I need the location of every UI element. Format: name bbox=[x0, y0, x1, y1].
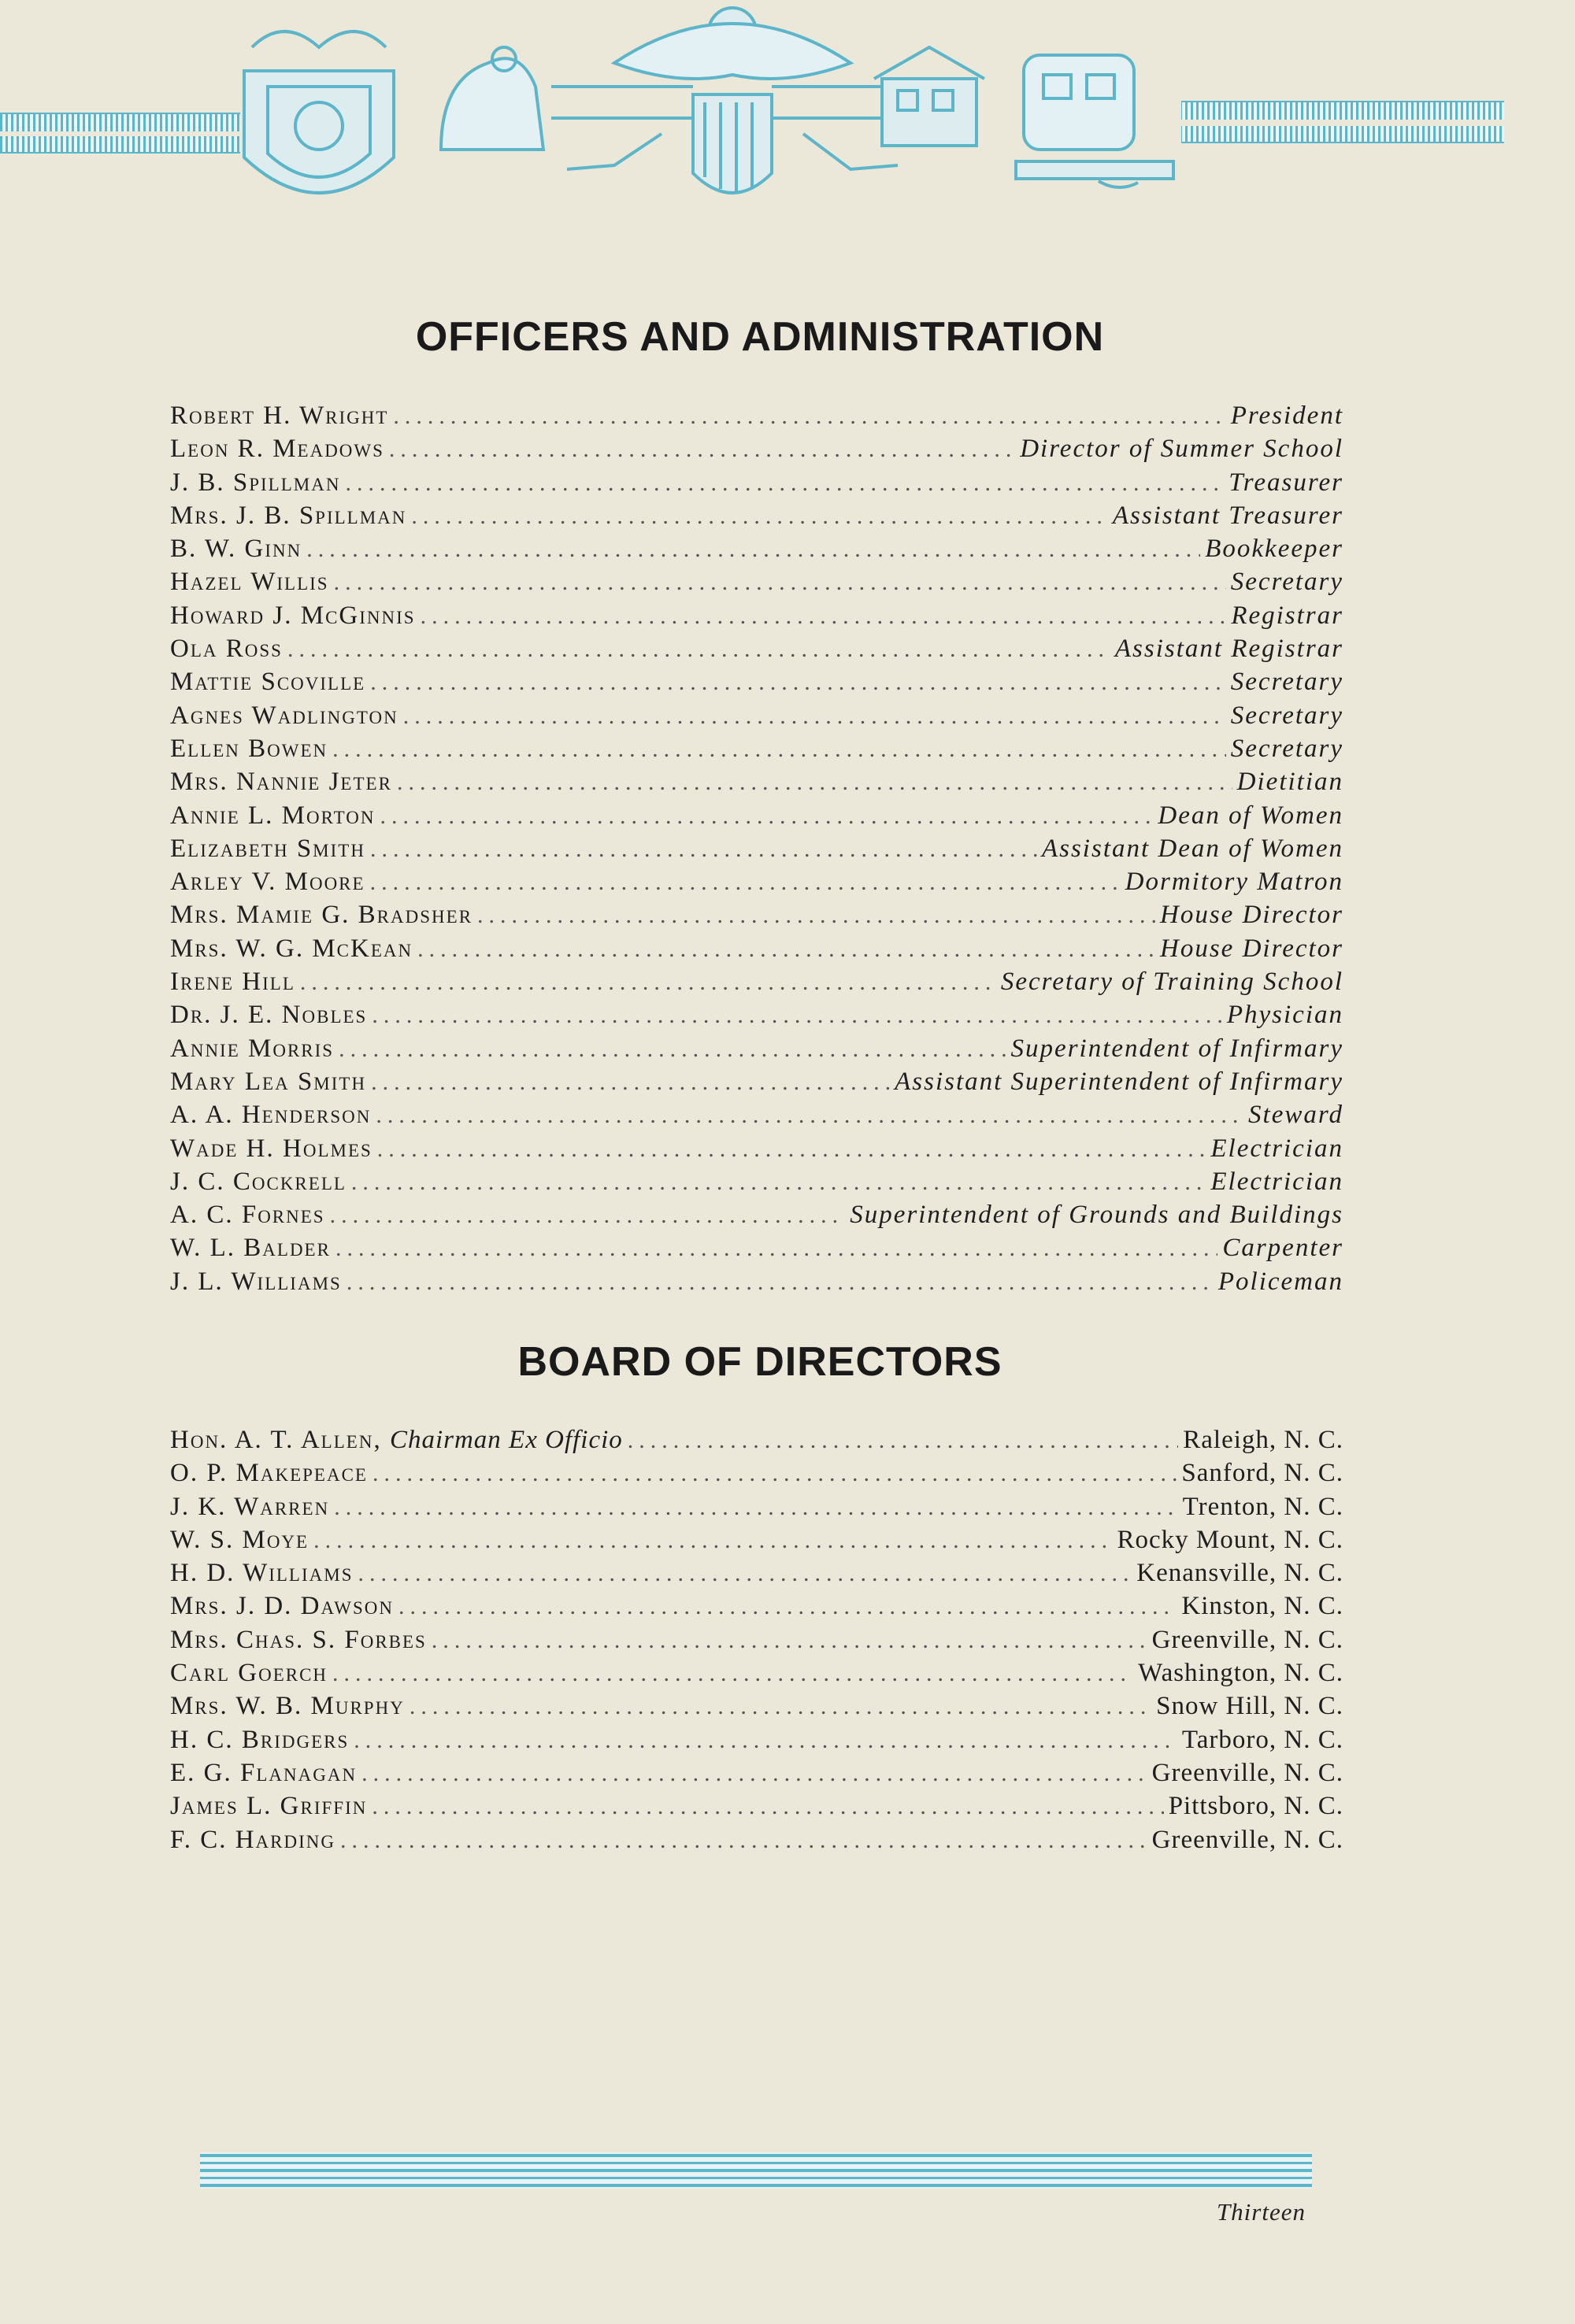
person-name: Ellen Bowen bbox=[170, 734, 328, 763]
person-location: Greenville, N. C. bbox=[1151, 1825, 1343, 1854]
officers-heading: OFFICERS AND ADMINISTRATION bbox=[415, 314, 1105, 360]
officers-list bbox=[170, 402, 1343, 1301]
person-name: Irene Hill bbox=[170, 968, 295, 997]
building-emblem-icon bbox=[874, 47, 1173, 187]
dot-leader bbox=[432, 1627, 1147, 1654]
decorative-footer-rule bbox=[200, 2152, 1312, 2189]
list-item bbox=[170, 801, 1343, 834]
list-item bbox=[170, 501, 1343, 535]
person-name: J. C. Cockrell bbox=[170, 1167, 346, 1196]
person-title: Superintendent of Infirmary bbox=[1010, 1034, 1343, 1063]
page-number: Thirteen bbox=[1216, 2198, 1306, 2226]
person-name: Mrs. J. B. Spillman bbox=[170, 501, 407, 530]
person-name: J. B. Spillman bbox=[170, 468, 341, 497]
right-stripe-band bbox=[1181, 101, 1504, 143]
dot-leader bbox=[380, 803, 1153, 830]
person-title: Assistant Treasurer bbox=[1112, 501, 1343, 530]
list-item bbox=[170, 934, 1343, 968]
person-location: Snow Hill, N. C. bbox=[1156, 1692, 1343, 1721]
list-item bbox=[170, 1034, 1343, 1068]
person-name: Mrs. Mamie G. Bradsher bbox=[170, 901, 473, 930]
list-item bbox=[170, 1001, 1343, 1034]
list-item bbox=[170, 1592, 1343, 1625]
person-title: Treasurer bbox=[1228, 468, 1343, 497]
list-item bbox=[170, 435, 1343, 468]
person-title: Dormitory Matron bbox=[1125, 868, 1343, 897]
dot-leader bbox=[330, 1202, 846, 1229]
list-item bbox=[170, 468, 1343, 501]
list-item bbox=[170, 1692, 1343, 1725]
dot-leader bbox=[421, 603, 1227, 630]
list-item bbox=[170, 402, 1343, 435]
figure-emblem-icon bbox=[441, 47, 543, 150]
dot-leader bbox=[339, 1036, 1006, 1063]
list-item bbox=[170, 568, 1343, 601]
person-name: Mrs. J. D. Dawson bbox=[170, 1592, 394, 1621]
dot-leader bbox=[376, 1102, 1243, 1129]
person-location: Washington, N. C. bbox=[1138, 1659, 1343, 1688]
list-item bbox=[170, 701, 1343, 735]
dot-leader bbox=[306, 536, 1200, 563]
person-title: Policeman bbox=[1217, 1267, 1343, 1296]
person-title: Secretary of Training School bbox=[1000, 968, 1343, 997]
list-item bbox=[170, 1792, 1343, 1825]
dot-leader bbox=[372, 1002, 1222, 1029]
person-name: F. C. Harding bbox=[170, 1825, 335, 1854]
dot-leader bbox=[346, 1269, 1214, 1296]
person-name: O. P. Makepeace bbox=[170, 1459, 368, 1488]
person-name: Carl Goerch bbox=[170, 1659, 328, 1688]
list-item bbox=[170, 1234, 1343, 1267]
person-name: Mattie Scoville bbox=[170, 668, 366, 697]
list-item bbox=[170, 635, 1343, 668]
dot-leader bbox=[345, 470, 1224, 497]
board-list bbox=[170, 1426, 1343, 1859]
list-item bbox=[170, 1267, 1343, 1301]
person-title: Secretary bbox=[1230, 668, 1343, 697]
person-name: J. K. Warren bbox=[170, 1492, 330, 1521]
dot-leader bbox=[393, 403, 1225, 430]
dot-leader bbox=[371, 1069, 890, 1096]
person-title: Superintendent of Grounds and Buildings bbox=[850, 1201, 1343, 1230]
person-location: Greenville, N. C. bbox=[1151, 1625, 1343, 1654]
person-name: H. D. Williams bbox=[170, 1559, 354, 1588]
dot-leader bbox=[358, 1560, 1132, 1587]
dot-leader bbox=[332, 736, 1226, 763]
list-item bbox=[170, 968, 1343, 1001]
person-name: B. W. Ginn bbox=[170, 535, 302, 564]
person-title: Registrar bbox=[1231, 601, 1343, 630]
person-title: Physician bbox=[1226, 1001, 1343, 1030]
person-location: Kenansville, N. C. bbox=[1136, 1559, 1343, 1588]
person-name: Mrs. W. B. Murphy bbox=[170, 1692, 405, 1721]
dot-leader bbox=[403, 703, 1226, 730]
dot-leader bbox=[340, 1827, 1147, 1854]
person-title: Assistant Superintendent of Infirmary bbox=[895, 1067, 1343, 1096]
list-item bbox=[170, 668, 1343, 701]
dot-leader bbox=[397, 769, 1232, 796]
person-name: Mrs. W. G. McKean bbox=[170, 934, 413, 963]
list-item bbox=[170, 1526, 1343, 1559]
person-name: A. A. Henderson bbox=[170, 1101, 372, 1130]
person-name: Dr. J. E. Nobles bbox=[170, 1001, 368, 1030]
person-name: Arley V. Moore bbox=[170, 868, 365, 897]
person-name: Agnes Wadlington bbox=[170, 701, 398, 730]
dot-leader bbox=[477, 902, 1155, 929]
dot-leader bbox=[370, 836, 1037, 863]
list-item bbox=[170, 868, 1343, 901]
person-name: H. C. Bridgers bbox=[170, 1725, 350, 1754]
person-location: Tarboro, N. C. bbox=[1181, 1725, 1343, 1754]
person-title: Secretary bbox=[1230, 734, 1343, 763]
dot-leader bbox=[335, 1235, 1217, 1262]
person-location: Trenton, N. C. bbox=[1182, 1492, 1343, 1521]
dot-leader bbox=[398, 1593, 1177, 1620]
person-title: House Director bbox=[1160, 901, 1343, 930]
list-item bbox=[170, 1201, 1343, 1234]
decorative-header-banner bbox=[0, 0, 1575, 228]
person-name: Mrs. Chas. S. Forbes bbox=[170, 1625, 427, 1654]
person-name: Annie Morris bbox=[170, 1034, 335, 1063]
dot-leader bbox=[628, 1427, 1179, 1454]
dot-leader bbox=[372, 1793, 1163, 1820]
dot-leader bbox=[332, 1660, 1133, 1687]
person-name: Wade H. Holmes bbox=[170, 1134, 372, 1163]
list-item bbox=[170, 768, 1343, 801]
list-item bbox=[170, 1493, 1343, 1526]
person-title: Steward bbox=[1248, 1101, 1343, 1130]
list-item bbox=[170, 1101, 1343, 1134]
list-item bbox=[170, 535, 1343, 568]
list-item bbox=[170, 1726, 1343, 1759]
dot-leader bbox=[354, 1727, 1177, 1754]
board-heading: BOARD OF DIRECTORS bbox=[517, 1339, 1002, 1385]
person-name: James L. Griffin bbox=[170, 1792, 368, 1821]
list-item bbox=[170, 1659, 1343, 1692]
person-location: Raleigh, N. C. bbox=[1183, 1426, 1343, 1454]
person-title: House Director bbox=[1160, 934, 1343, 963]
dot-leader bbox=[372, 1460, 1177, 1487]
person-name: Annie L. Morton bbox=[170, 801, 376, 830]
person-title: Dean of Women bbox=[1158, 801, 1343, 830]
list-item bbox=[170, 601, 1343, 635]
person-title: Carpenter bbox=[1222, 1234, 1343, 1263]
dot-leader bbox=[370, 669, 1226, 696]
dot-leader bbox=[361, 1760, 1147, 1787]
person-name: Elizabeth Smith bbox=[170, 834, 365, 863]
person-location: Kinston, N. C. bbox=[1181, 1592, 1343, 1621]
dot-leader bbox=[377, 1136, 1206, 1163]
dot-leader bbox=[389, 436, 1015, 463]
person-location: Pittsboro, N. C. bbox=[1168, 1792, 1343, 1821]
person-name bbox=[170, 1426, 623, 1455]
shield-crest-icon bbox=[244, 31, 394, 193]
list-item bbox=[170, 1168, 1343, 1201]
list-item bbox=[170, 735, 1343, 768]
person-name: Mrs. Nannie Jeter bbox=[170, 768, 392, 797]
person-title: Assistant Registrar bbox=[1114, 635, 1343, 664]
person-title: President bbox=[1230, 402, 1343, 430]
dot-leader bbox=[300, 969, 996, 996]
left-stripe-band bbox=[0, 113, 240, 154]
list-item bbox=[170, 834, 1343, 868]
person-title: Electrician bbox=[1210, 1167, 1343, 1196]
person-name: E. G. Flanagan bbox=[170, 1758, 358, 1787]
person-name: A. C. Fornes bbox=[170, 1201, 325, 1230]
person-title: Secretary bbox=[1230, 568, 1343, 597]
person-name: Ola Ross bbox=[170, 635, 283, 664]
dot-leader bbox=[313, 1527, 1112, 1554]
person-title: Electrician bbox=[1210, 1134, 1343, 1163]
person-name: Howard J. McGinnis bbox=[170, 601, 416, 630]
list-item bbox=[170, 1459, 1343, 1492]
dot-leader bbox=[287, 636, 1110, 663]
person-name: W. S. Moye bbox=[170, 1525, 309, 1554]
list-item bbox=[170, 1826, 1343, 1859]
dot-leader bbox=[417, 936, 1155, 963]
dot-leader bbox=[410, 1693, 1151, 1720]
dot-leader bbox=[351, 1169, 1206, 1196]
chairman-role: Chairman Ex Officio bbox=[389, 1426, 623, 1454]
person-name: Mary Lea Smith bbox=[170, 1067, 367, 1096]
list-item bbox=[170, 1134, 1343, 1168]
person-location: Greenville, N. C. bbox=[1151, 1758, 1343, 1787]
person-name: Hazel Willis bbox=[170, 568, 329, 597]
dot-leader bbox=[370, 869, 1121, 896]
eagle-emblem-icon bbox=[551, 8, 914, 193]
person-title: Dietitian bbox=[1236, 768, 1343, 797]
dot-leader bbox=[411, 503, 1107, 530]
person-name: J. L. Williams bbox=[170, 1267, 342, 1296]
chairman-name: Hon. A. T. Allen, bbox=[170, 1426, 382, 1454]
dot-leader bbox=[334, 1494, 1177, 1521]
list-item bbox=[170, 1426, 1343, 1459]
list-item bbox=[170, 1626, 1343, 1659]
person-title: Director of Summer School bbox=[1020, 435, 1343, 464]
list-item bbox=[170, 901, 1343, 934]
person-name: W. L. Balder bbox=[170, 1234, 331, 1263]
person-location: Rocky Mount, N. C. bbox=[1117, 1525, 1343, 1554]
list-item bbox=[170, 1068, 1343, 1101]
list-item bbox=[170, 1759, 1343, 1792]
person-name: Leon R. Meadows bbox=[170, 435, 384, 464]
person-title: Bookkeeper bbox=[1205, 535, 1343, 564]
person-location: Sanford, N. C. bbox=[1181, 1459, 1343, 1488]
person-title: Secretary bbox=[1230, 701, 1343, 730]
list-item bbox=[170, 1559, 1343, 1592]
dot-leader bbox=[334, 569, 1226, 596]
person-title: Assistant Dean of Women bbox=[1041, 834, 1343, 863]
person-name: Robert H. Wright bbox=[170, 402, 389, 430]
